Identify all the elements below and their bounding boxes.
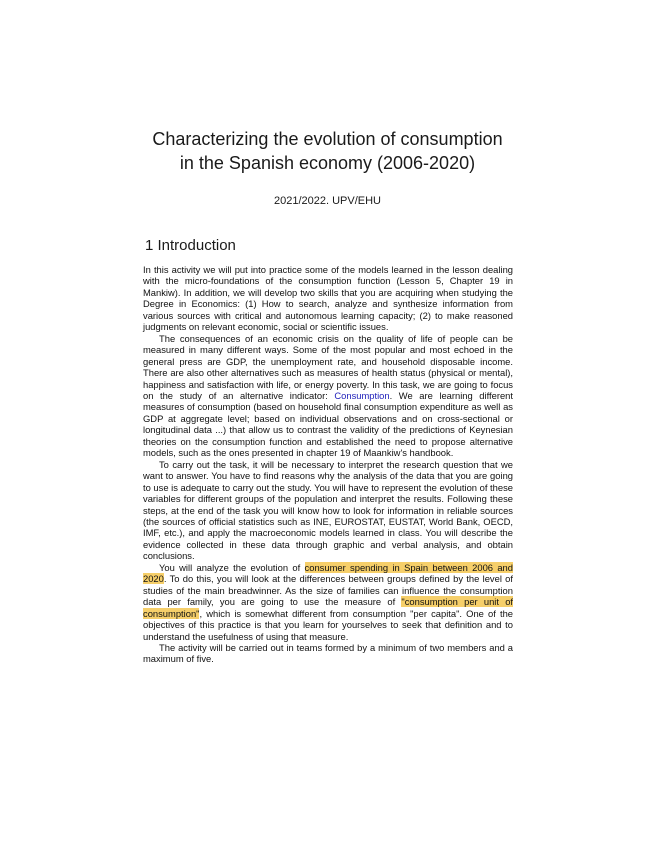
paragraph-4 (143, 562, 513, 642)
paragraph-3: To carry out the task, it will be necessary to interpret the research question that we want to answer. You have to find reasons why the analysis of the data that you are going to use is adequate to carry out the study. You will have to represent the evolution of these variables for different groups of the population and interpret the results. Following these steps, at the end of the task you will know how to look for information in reliable sources (the sources of official statistics such as INE, EUROSTAT, EUSTAT, World Bank, OECD, IMF, etc.), and apply the macroeconomic models learned in class. You will describe the evidence collected in these data through graphic and verbal analysis, and obtain conclusions. (143, 458, 513, 562)
paragraph-2-text-before: The consequences of an economic crisis on the quality of life of people can be measured in many different ways. Some of the most popular and most echoed in the general press are GDP, the unemployment rate, and household disposable income. There are also other alternatives such as measures of health status (physical or mental), happiness and satisfaction with life, or energy poverty. In this task, we are going to focus on the study of an alternative indicator: (143, 332, 513, 401)
paragraph-4-text-before: You will analyze the evolution of (159, 561, 305, 573)
section-heading: 1 Introduction (145, 237, 236, 254)
paragraph-5: The activity will be carried out in teams formed by a minimum of two members and a maximum of five. (143, 641, 513, 665)
paragraph-2-text-after: . We are learning different measures of consumption (based on household final consumption expenditure as well as GDP at aggregate level; based on individual observations and on cross-sectional or longitudinal data ...) that allow us to contrast the validity of the predictions of Keynesian theories on the consumption function and established the need to propose alternative models, such as the ones presented in chapter 19 of Maankiw's handbook. (143, 389, 513, 459)
highlight-consumer-spending: consumer spending in Spain between 2006 and 2020 (143, 561, 513, 585)
title-line-2: in the Spanish economy (2006-2020) (179, 153, 476, 173)
paragraph-2 (143, 333, 513, 459)
section-body (143, 264, 513, 665)
document-title (100, 127, 555, 175)
title-line-1: Characterizing the evolution of consumption (152, 129, 503, 149)
document-subtitle: 2021/2022. UPV/EHU (273, 195, 381, 207)
consumption-link[interactable]: Consumption (334, 389, 390, 401)
highlight-consumption-per-unit: "consumption per unit of consumption" (143, 596, 514, 619)
paragraph-4-text-middle: . To do this, you will look at the differences between groups defined by the level of studies of the main breadwinner. As the size of families can influence the consumption data per family, you are going to use the measure of (143, 573, 513, 608)
paragraph-4-text-after: , which is somewhat different from consumption "per capita". One of the objectives of this practice is that you learn for yourselves to seek that definition and to understand the usefulness of using that measure. (143, 607, 513, 642)
paragraph-1: In this activity we will put into practice some of the models learned in the lesson dealing with the micro-foundations of the consumption function (Lesson 5, Chapter 19 in Mankiw). In addition, we will develop two skills that you are acquiring when studying the Degree in Economics: (1) How to search, analyze and synthesize information from various sources with critical and autonomous learning capacity; (2) to make reasoned judgments on relevant economic, social or scientific issues. (143, 264, 513, 333)
